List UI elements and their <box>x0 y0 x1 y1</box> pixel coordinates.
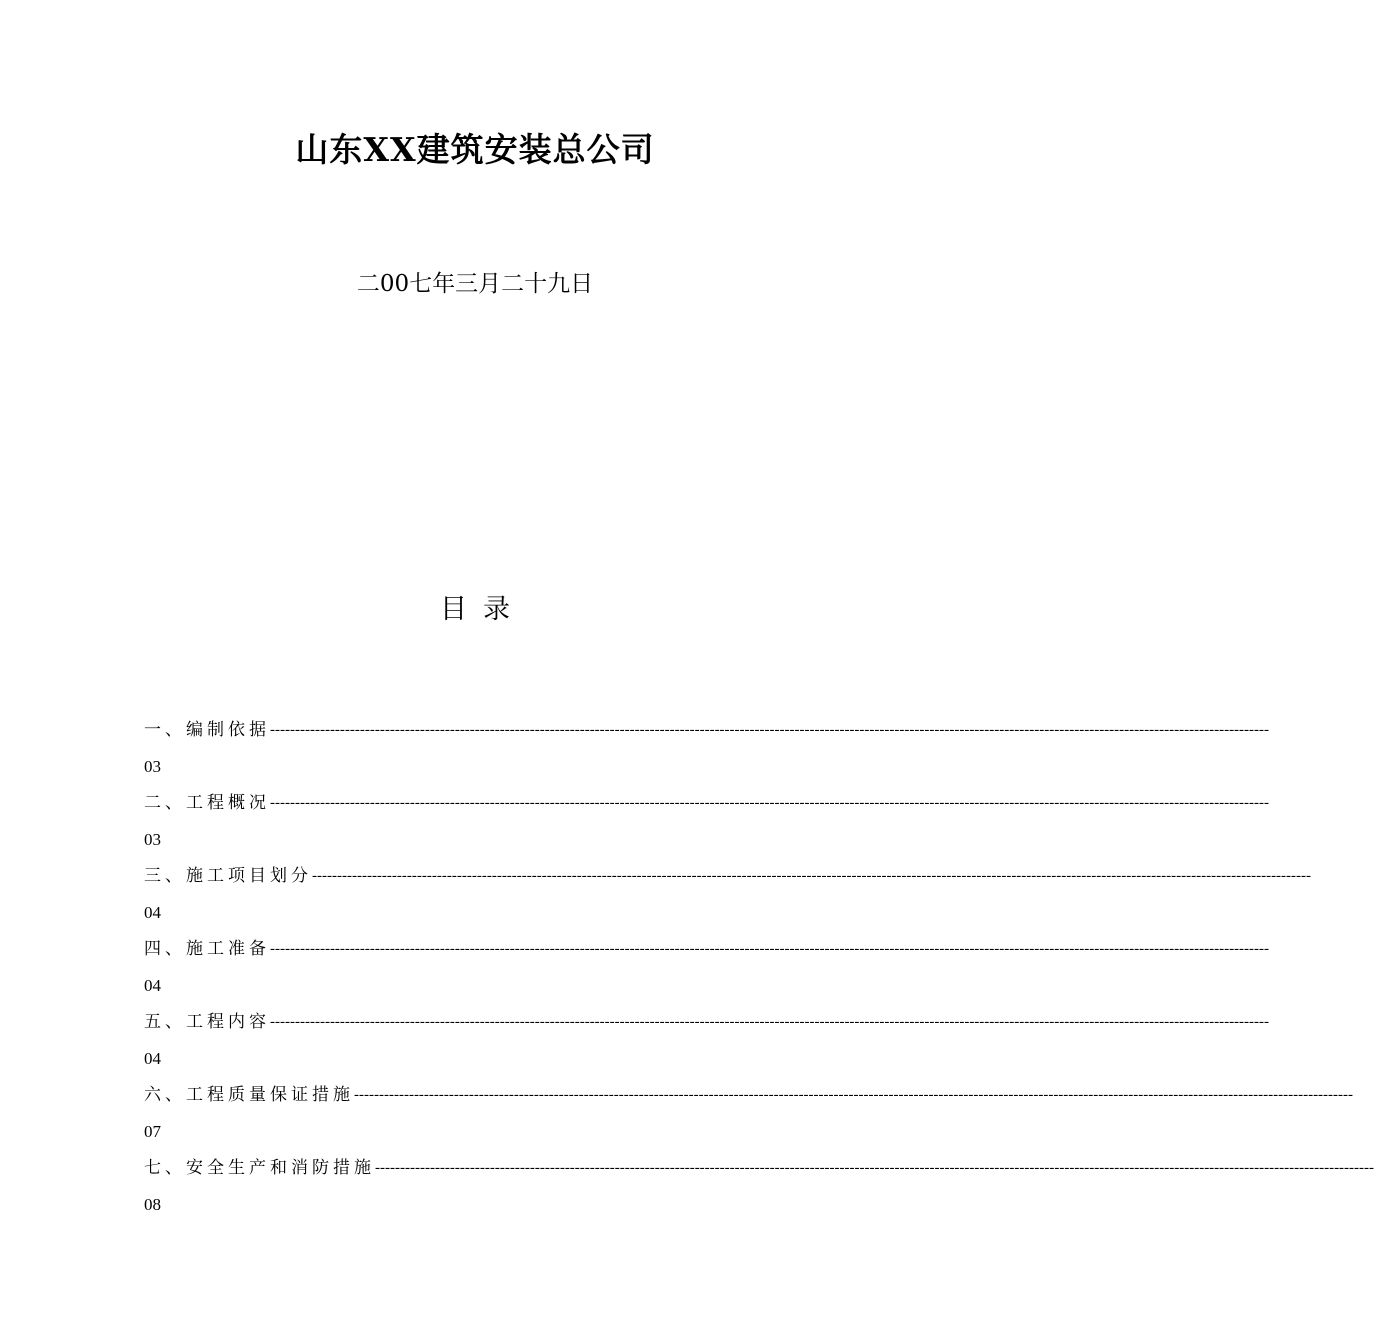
toc-leader: -------------------------------------------------------------------------------------------------------------------------------------------------------------------------------------------------------- <box>312 868 1312 884</box>
toc-entry-label: 工程内容 <box>186 1012 270 1032</box>
toc-entry-label: 安全生产和消防措施 <box>186 1158 375 1178</box>
toc-leader: -------------------------------------------------------------------------------------------------------------------------------------------------------------------------------------------------------- <box>270 722 1270 738</box>
document-date: 二00七年三月二十九日 <box>356 271 594 297</box>
toc-entry-page: 03 <box>144 757 161 776</box>
toc-entry-page: 04 <box>144 903 161 922</box>
toc-leader: -------------------------------------------------------------------------------------------------------------------------------------------------------------------------------------------------------- <box>270 941 1270 957</box>
toc-entry-page: 04 <box>144 976 161 995</box>
toc-entry-number: 一、 <box>144 720 186 740</box>
toc-entry-number: 三、 <box>144 866 186 886</box>
table-of-contents <box>144 714 1374 1225</box>
toc-heading: 目录 <box>440 594 526 625</box>
toc-entry-label: 工程质量保证措施 <box>186 1085 354 1105</box>
toc-entry-page: 03 <box>144 830 161 849</box>
toc-entry-number: 五、 <box>144 1012 186 1032</box>
toc-entry-label: 工程概况 <box>186 793 270 813</box>
toc-entry-page: 08 <box>144 1195 161 1214</box>
toc-entry-page: 07 <box>144 1122 161 1141</box>
toc-leader: -------------------------------------------------------------------------------------------------------------------------------------------------------------------------------------------------------- <box>354 1087 1354 1103</box>
toc-entry-number: 七、 <box>144 1158 186 1178</box>
toc-entry-number: 四、 <box>144 939 186 959</box>
toc-entry[interactable] <box>144 1006 1270 1079</box>
toc-leader: -------------------------------------------------------------------------------------------------------------------------------------------------------------------------------------------------------- <box>270 795 1270 811</box>
toc-entry[interactable] <box>144 714 1270 787</box>
toc-entry-number: 六、 <box>144 1085 186 1105</box>
toc-entry[interactable] <box>144 787 1270 860</box>
toc-leader: -------------------------------------------------------------------------------------------------------------------------------------------------------------------------------------------------------- <box>375 1160 1374 1176</box>
toc-entry-number: 二、 <box>144 793 186 813</box>
company-title: 山东XX建筑安装总公司 <box>295 130 655 169</box>
toc-entry[interactable] <box>144 1079 1354 1152</box>
toc-entry-label: 编制依据 <box>186 720 270 740</box>
toc-leader: -------------------------------------------------------------------------------------------------------------------------------------------------------------------------------------------------------- <box>270 1014 1270 1030</box>
toc-entry[interactable] <box>144 1152 1374 1225</box>
toc-entry-label: 施工项目划分 <box>186 866 312 886</box>
toc-entry-label: 施工准备 <box>186 939 270 959</box>
toc-entry[interactable] <box>144 933 1270 1006</box>
toc-entry[interactable] <box>144 860 1312 933</box>
toc-entry-page: 04 <box>144 1049 161 1068</box>
